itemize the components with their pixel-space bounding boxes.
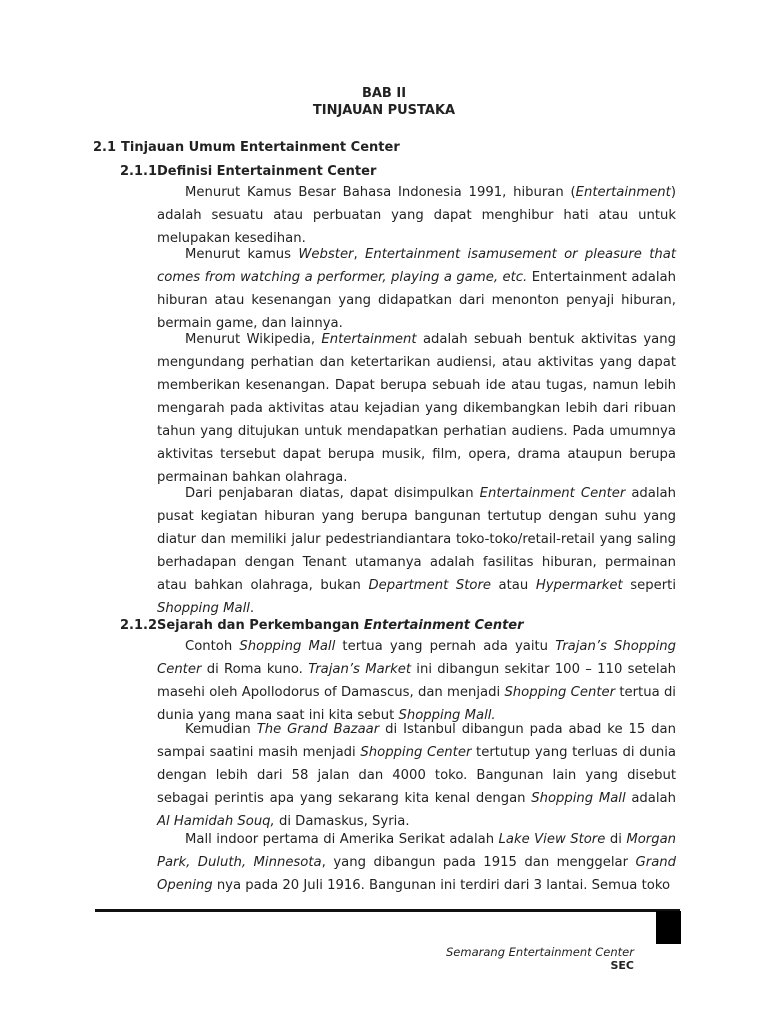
text-run: tertua di dunia yang mana saat ini kita sebut (157, 685, 676, 723)
italic-term: Grand Opening (157, 855, 676, 893)
italic-term: Shopping Mall (239, 639, 336, 654)
text-run: seperti (622, 578, 677, 593)
text-run: Entertainment adalah hiburan atau kesenangan yang didapatkan dari menonton penyaji hiburan, bermain game, dan lainnya. (157, 270, 676, 331)
italic-term: Hypermarket (535, 578, 623, 593)
paragraph-kbbi (157, 181, 676, 250)
footer-title: Semarang Entertainment Center (446, 945, 634, 959)
text-run: adalah (625, 791, 676, 806)
text-run: Menurut Kamus Besar Bahasa Indonesia 1991, hiburan ( (185, 185, 576, 200)
subsection-1-number: 2.1.1 (120, 164, 158, 179)
text-run: ini dibangun sekitar 100 – 110 setelah masehi oleh Apollodorus of Damascus, dan menjadi (157, 662, 677, 700)
italic-term: Shopping Center (504, 685, 616, 700)
subsection-heading-2 (120, 618, 524, 633)
text-run: di Damaskus, Syria. (274, 814, 410, 829)
italic-term: Shopping Mall. (398, 708, 496, 723)
footer-code: SEC (610, 959, 634, 972)
text-run: ) adalah sesuatu atau perbuatan yang dapat menghibur hati atau untuk melupakan kesedihan. (157, 185, 676, 246)
text-run: tertutup yang terluas di dunia dengan lebih dari 58 jalan dan 4000 toko. Bangunan lain yang disebut sebagai perintis apa yang sekarang kita kenal dengan (157, 745, 676, 806)
text-run: di Roma kuno. (201, 662, 309, 677)
italic-term: Shopping Mall (157, 601, 250, 616)
italic-term: Shopping Center (360, 745, 472, 760)
subsection-2-title: Sejarah dan Perkembangan (157, 618, 364, 633)
subsection-heading-1 (120, 164, 376, 179)
italic-term: The Grand Bazaar (256, 722, 380, 737)
italic-term: Morgan Park, Duluth, Minnesota (157, 832, 677, 870)
paragraph-grand-bazaar (157, 718, 676, 833)
italic-term: Trajan’s Shopping Center (157, 639, 676, 677)
italic-term: Lake View Store (498, 832, 606, 847)
text-run: atau (491, 578, 536, 593)
italic-term: Entertainment Center (479, 486, 626, 501)
italic-term: Al Hamidah Souq, (157, 814, 275, 829)
subsection-2-title-italic: Entertainment Center (363, 618, 524, 633)
subsection-1-title: Definisi Entertainment Center (157, 164, 377, 179)
text-run: adalah pusat kegiatan hiburan yang berupa bangunan tertutup dengan suhu yang diatur dan memiliki jalur pedestriandiantara toko-toko/retail-retail yang saling berhadapan dengan Tenant utamanya adalah fasilitas hiburan, permainan atau bahkan olahraga, bukan (157, 486, 676, 593)
text-run: Kemudian (185, 722, 257, 737)
text-run: adalah sebuah bentuk aktivitas yang mengundang perhatian dan ketertarikan audiensi, atau aktivitas yang dapat memberikan kesenangan. Dapat berupa sebuah ide atau tugas, namun lebih mengarah pada aktivitas atau kejadian yang dikembangkan lebih dari ribuan tahun yang ditujukan untuk mendapatkan perhatian audiens. Pada umumnya aktivitas tersebut dapat berupa musik, film, opera, drama ataupun berupa permainan bahkan olahraga. (157, 332, 676, 485)
italic-term: Department Store (368, 578, 491, 593)
section-title: Tinjauan Umum Entertainment Center (121, 140, 400, 155)
italic-term: Webster (298, 247, 354, 262)
text-run: Menurut kamus (185, 247, 299, 262)
footer-block (656, 911, 681, 944)
paragraph-webster (157, 243, 676, 335)
text-run: nya pada 20 Juli 1916. Bangunan ini terdiri dari 3 lantai. Semua toko (212, 878, 671, 893)
italic-term: Entertainment (321, 332, 417, 347)
paragraph-trajan (157, 635, 676, 727)
italic-term: Entertainment (575, 185, 671, 200)
text-run: , (353, 247, 365, 262)
text-run: . (249, 601, 255, 616)
section-number: 2.1 (93, 140, 117, 155)
section-heading (93, 140, 400, 155)
paragraph-wikipedia (157, 328, 676, 489)
italic-term: Trajan’s Market (308, 662, 411, 677)
footer-rule (95, 909, 680, 912)
paragraph-conclusion (157, 482, 676, 620)
text-run: tertua yang pernah ada yaitu (335, 639, 556, 654)
text-run: Dari penjabaran diatas, dapat disimpulkan (185, 486, 480, 501)
text-run: Mall indoor pertama di Amerika Serikat adalah (185, 832, 499, 847)
paragraph-lake-view (157, 828, 676, 897)
text-run: , yang dibangun pada 1915 dan menggelar (321, 855, 636, 870)
text-run: Menurut Wikipedia, (185, 332, 322, 347)
text-run: di Istanbul dibangun pada abad ke 15 dan sampai saatini masih menjadi (157, 722, 676, 760)
italic-term: Shopping Mall (531, 791, 626, 806)
text-run: di (605, 832, 627, 847)
italic-term: Entertainment isamusement or pleasure that comes from watching a performer, playing a game, etc. (157, 247, 677, 285)
text-run: Contoh (185, 639, 240, 654)
chapter-label: BAB II (361, 86, 407, 101)
subsection-2-number: 2.1.2 (120, 618, 158, 633)
chapter-title: TINJAUAN PUSTAKA (312, 103, 456, 118)
